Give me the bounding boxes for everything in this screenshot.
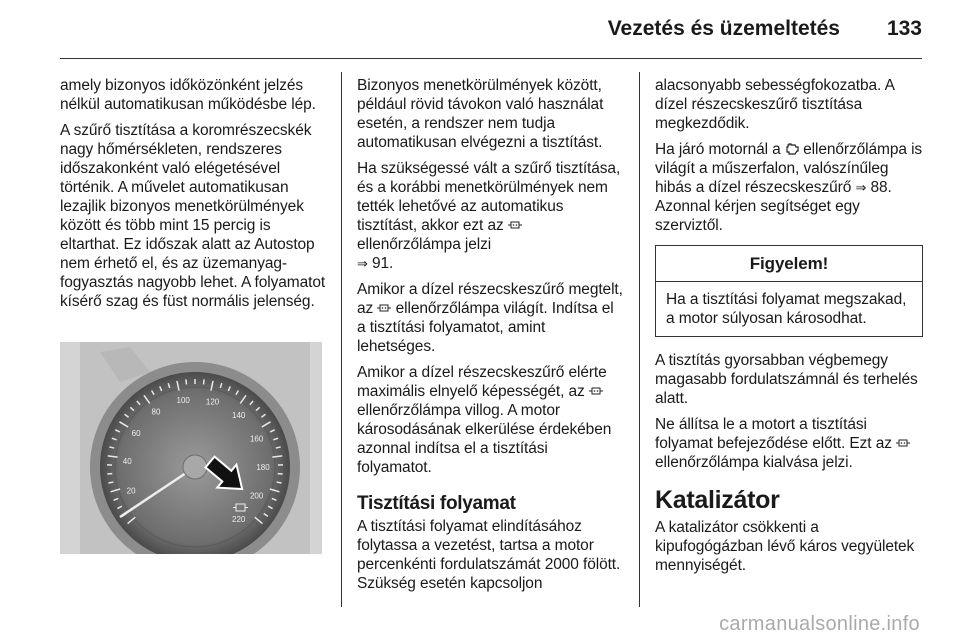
instrument-cluster-figure [60,342,322,554]
page-reference[interactable]: 88. [870,179,892,196]
speedometer-label: 140 [232,410,246,420]
speedometer-tick [204,379,205,384]
engine-warning-icon [785,142,799,156]
paragraph: Ne állítsa le a motort a tisztítási folyamat befejeződése előtt. Ezt az ellenőrzőlámpa kialvása jelzi. [655,415,923,472]
speedometer-illustration [60,342,322,554]
paragraph: Amikor a dízel részecskeszűrő megtelt, az ellenőrzőlámpa világít. Indítsa el a tisztítási folyamatot, amint lehetséges. [357,281,623,355]
column-divider-2 [639,72,640,607]
diesel-particulate-filter-icon [508,218,522,232]
speedometer-tick [277,482,282,483]
watermark: carmanualsonline.info [719,613,920,635]
page-header [0,0,960,60]
paragraph: A katalizátor csökkenti a kipufogógázban lévő káros vegyületek mennyiségét. [655,519,915,574]
speedometer-label: 100 [176,396,190,406]
page-title: Vezetés és üzemeltetés [607,17,840,40]
paragraph: Ha járó motornál a ellenőrzőlámpa is világít a műszerfalon, valószínűleg hibás a dízel részecskeszűrő ⇒ 88. Azonnal kérjen segítséget egy szerviztől. [655,141,923,234]
reference-arrow-icon: ⇒ [357,256,368,271]
header-divider [60,58,922,59]
speedometer-label: 220 [232,515,246,525]
speedometer-label: 120 [205,397,220,407]
speedometer-label: 40 [122,457,132,467]
speedometer-tick [108,482,113,483]
warning-title: Figyelem! [656,246,922,282]
paragraph: A tisztítási folyamat elindításához folytassa a vezetést, tartsa a motor percenkénti fordulatszámát 2000 fölött. Szükség esetén kapcsoljon [357,518,621,592]
speedometer-label: 60 [131,429,141,438]
speedometer-label: 20 [126,486,136,496]
paragraph: alacsonyabb sebességfokozatba. A dízel részecskeszűrő tisztítása megkezdődik. [655,77,894,132]
paragraph: amely bizonyos időközönként jelzés nélkül automatikusan működésbe lép. [60,77,316,113]
diesel-particulate-filter-icon [377,301,391,315]
column-1 [60,76,328,318]
paragraph: Ha szükségessé vált a szűrő tisztítása, és a korábbi menetkörülmények nem tették lehetővé az automatikus tisztítást, akkor ezt az ellenőrzőlámpa jelzi ⇒ 91. [357,160,621,272]
column-3 [655,76,923,582]
paragraph: A szűrő tisztítása a koromrészecskék nagy hőmérsékleten, rendszeres időszakonként való elégetésével történik. A művelet automatikusan lezajlik bizonyos menetkörülmények között és több mint 15 percig is eltarthat. Ez időszak alatt az Autostop nem érhető el, és az üzemanyag-fogyasztás nagyobb lehet. A folyamatot kísérő szag és füst normális jelenség. [60,122,326,310]
page-number: 133 [886,17,922,40]
page-reference[interactable]: 91. [372,255,394,272]
speedometer-label: 160 [249,434,264,444]
warning-text: Ha a tisztítási folyamat megszakad, a motor súlyosan károsodhat. [666,291,907,327]
reference-arrow-icon: ⇒ [855,180,867,195]
paragraph: A tisztítás gyorsabban végbemegy magasabb fordulatszámnál és terhelés alatt. [655,352,918,407]
section-heading: Tisztítási folyamat [357,493,516,514]
diesel-particulate-filter-icon [589,384,603,398]
paragraph: Amikor a dízel részecskeszűrő elérte maximális elnyelő képességét, az ellenőrzőlámpa villog. A motor károsodásának elkerülése érdekében azonnal indítsa el a tisztítási folyamatot. [357,364,612,476]
section-heading: Katalizátor [655,486,780,514]
diesel-particulate-filter-icon [896,436,910,450]
warning-box [655,245,923,337]
column-divider-1 [341,72,342,607]
paragraph: Bizonyos menetkörülmények között, például rövid távokon való használat esetén, a rendszer nem tudja automatikusan elvégezni a tisztítást. [357,77,604,151]
column-2 [357,76,625,600]
speedometer-label: 200 [249,491,264,501]
speedometer-label: 80 [151,407,161,417]
speedometer-tick [186,379,187,384]
speedometer-label: 180 [256,463,270,472]
